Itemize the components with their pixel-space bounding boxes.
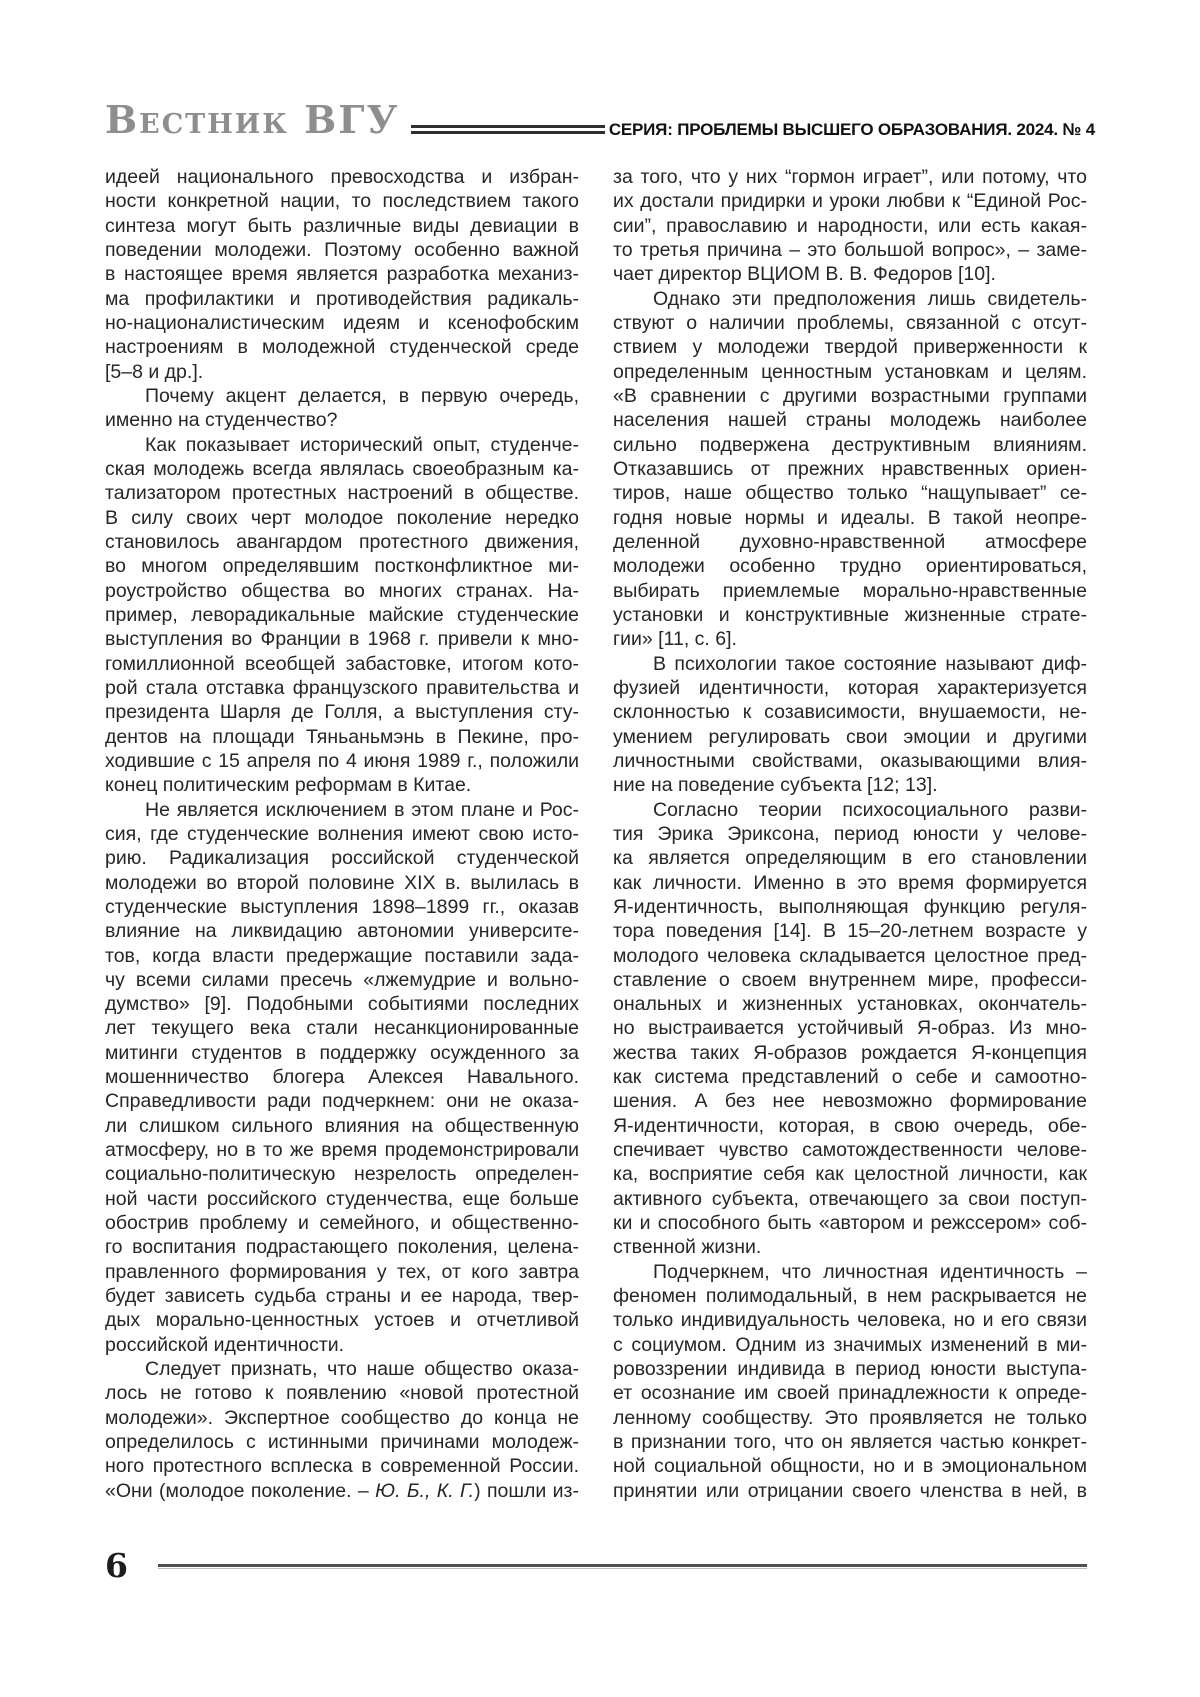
article-columns: [105, 165, 1087, 1503]
text-line: В психологии такое состояние называют диф-: [653, 652, 1087, 675]
text-line: выступления во Франции в 1968 г. привели к мно-: [105, 628, 579, 651]
footer-rule: [158, 1564, 1087, 1569]
text-line: молодежи во второй половине XIX в. вылилась в: [105, 871, 579, 894]
text-line: чает директор ВЦИОМ В. В. Федоров [10].: [613, 263, 996, 286]
text-line: умением регулировать свои эмоции и другими: [613, 725, 1087, 748]
text-line: фузией идентичности, которая характеризуется: [613, 676, 1087, 699]
text-line: будет зависеть судьба страны и ее народа, твер-: [105, 1285, 579, 1308]
text-line: тора поведения [14]. В 15–20-летнем возрасте у: [613, 920, 1087, 943]
text-line: в признании того, что он является частью конкрет-: [613, 1431, 1087, 1454]
text-line: думство» [9]. Подобными событиями последних: [105, 993, 579, 1016]
text-line: гии» [11, с. 6].: [613, 628, 737, 651]
text-line: рой стала отставка французского правительства и: [105, 676, 579, 699]
text-line: с социумом. Одним из значимых изменений в ми-: [613, 1333, 1087, 1356]
text-line: социально-политическую незрелость определен-: [105, 1163, 579, 1186]
text-line: атмосферу, но в то же время продемонстрировали: [105, 1139, 579, 1162]
text-line: становилось авангардом протестного движения,: [105, 530, 579, 553]
text-line: но-националистическим идеям и ксенофобским: [105, 311, 579, 334]
text-line: сия, где студенческие волнения имеют свою исто-: [105, 822, 579, 845]
text-line: конец политическим реформам в Китае.: [105, 774, 472, 797]
left-column: [105, 165, 579, 1503]
text-line: ной части российского студенчества, еще больше: [105, 1187, 579, 1210]
text-line: Не является исключением в этом плане и Рос-: [145, 798, 579, 821]
text-line: Следует признать, что наше общество оказа-: [145, 1358, 579, 1381]
text-line: ности конкретной нации, то последствием такого: [105, 190, 579, 213]
text-line: Однако эти предположения лишь свидетель-: [653, 287, 1087, 310]
text-line: [5–8 и др.].: [105, 360, 204, 383]
text-line: мошенничество блогера Алексея Навального.: [105, 1066, 579, 1089]
text-line: ходившие с 15 апреля по 4 июня 1989 г., положили: [105, 749, 579, 772]
text-line: ма профилактики и противодействия радикаль-: [105, 287, 579, 310]
text-line: ет осознание им своей принадлежности к опреде-: [613, 1382, 1087, 1405]
text-line: «В сравнении с другими возрастными группами: [613, 384, 1087, 407]
text-line: как система представлений о себе и самоотно-: [613, 1066, 1087, 1089]
text-line: рию. Радикализация российской студенческой: [105, 847, 579, 870]
text-line: ональных и жизненных установках, окончатель-: [613, 993, 1087, 1016]
text-line: ки и способного быть «автором и режссером» соб-: [613, 1212, 1087, 1235]
text-line: их достали придирки и уроки любви к “Единой Рос-: [613, 190, 1087, 213]
text-line: Подчеркнем, что личностная идентичность –: [653, 1260, 1087, 1283]
text-line: активного субъекта, отвечающего за свои поступ-: [613, 1187, 1087, 1210]
text-line: гомиллионной всеобщей забастовке, итогом кото-: [105, 652, 579, 675]
text-line: тализатором протестных настроений в обществе.: [105, 482, 579, 505]
text-line: чу всеми силами пресечь «лжемудрие и вольно-: [105, 968, 579, 991]
text-line: влияние на ликвидацию автономии университе-: [105, 920, 579, 943]
text-line: студенческие выступления 1898–1899 гг., оказав: [105, 895, 579, 918]
text-line: годня новые нормы и идеалы. В такой неопре-: [613, 506, 1087, 529]
text-line: определенным ценностным установкам и целям.: [613, 360, 1087, 383]
text-line: тия Эрика Эриксона, период юности у челове-: [613, 822, 1087, 845]
page-header: [105, 97, 1095, 142]
text-line: настроениям в молодежной студенческой среде: [105, 336, 579, 359]
text-line: тиров, наше общество только “нащупывает” се-: [613, 482, 1087, 505]
text-line: принятии или отрицании своего членства в ней, в: [613, 1479, 1087, 1502]
text-line: лось не готово к появлению «новой протестной: [105, 1382, 579, 1405]
text-line: поведении молодежи. Поэтому особенно важной: [105, 238, 579, 261]
text-line: за того, что у них “гормон играет”, или потому, что: [613, 166, 1087, 188]
text-line: молодого человека складывается целостное пред-: [613, 944, 1087, 967]
text-line: лет текущего века стали несанкционированные: [105, 1017, 579, 1040]
series-title: СЕРИЯ: ПРОБЛЕМЫ ВЫСШЕГО ОБРАЗОВАНИЯ. 2024. № 4: [608, 120, 1095, 139]
header-divider-rule: [411, 125, 605, 134]
text-line: Я-идентичности, которая, в свою очередь, обе-: [613, 1114, 1087, 1137]
text-line: идеей национального превосходства и избран-: [105, 166, 579, 188]
text-line: сильно подвержена деструктивным влияниям.: [613, 433, 1087, 456]
right-column: [613, 165, 1087, 1503]
text-line: ного протестного всплеска в современной России.: [105, 1455, 579, 1478]
text-line: сии”, православию и народности, или есть какая-: [613, 214, 1087, 237]
text-line: Отказавшись от прежних нравственных ориен-: [613, 457, 1087, 480]
text-line: личностными свойствами, оказывающими влия-: [613, 749, 1087, 772]
text-line: как личности. Именно в это время формируется: [613, 871, 1087, 894]
text-line: дых морально-ценностных устоев и отчетливой: [105, 1309, 579, 1332]
text-line: [105, 1479, 579, 1503]
text-line: ка является определяющим в его становлении: [613, 847, 1087, 870]
text-line: населения нашей страны молодежь наиболее: [613, 409, 1087, 432]
text-line: го воспитания подрастающего поколения, целена-: [105, 1236, 579, 1259]
text-line: В силу своих черт молодое поколение нередко: [105, 506, 579, 529]
text-line: ствием у молодежи твердой приверженности к: [613, 336, 1087, 359]
text-segment: Ю. Б., К. Г.: [375, 1479, 475, 1502]
text-line: ка, восприятие себя как целостной личности, как: [613, 1163, 1087, 1186]
text-line: Почему акцент делается, в первую очередь,: [145, 384, 579, 407]
text-line: склонностью к созависимости, внушаемости, не-: [613, 701, 1087, 724]
text-line: правленного формирования у тех, от кого завтра: [105, 1260, 579, 1283]
text-line: ская молодежь всегда являлась своеобразным ка-: [105, 457, 579, 480]
text-line: роустройство общества во многих странах. На-: [105, 579, 579, 602]
text-line: феномен полимодальный, в нем раскрывается не: [613, 1285, 1087, 1308]
text-line: российской идентичности.: [105, 1333, 345, 1356]
text-line: ственной жизни.: [613, 1236, 762, 1259]
text-line: определилось с истинными причинами молодеж-: [105, 1431, 579, 1454]
text-line: то третья причина – это большой вопрос», – заме-: [613, 238, 1087, 261]
text-line: ленному сообществу. Это проявляется не только: [613, 1406, 1087, 1429]
text-line: жества таких Я-образов рождается Я-концепция: [613, 1041, 1087, 1064]
text-line: Я-идентичность, выполняющая функцию регуля-: [613, 895, 1087, 918]
text-line: ствуют о наличии проблемы, связанной с отсут-: [613, 311, 1087, 334]
text-line: молодежи особенно трудно ориентироваться,: [613, 555, 1087, 578]
text-line: синтеза могут быть различные виды девиации в: [105, 214, 579, 237]
text-line: дентов на площади Тяньаньмэнь в Пекине, про-: [105, 725, 579, 748]
text-line: шения. А без нее невозможно формирование: [613, 1090, 1087, 1113]
text-line: молодежи». Экспертное сообщество до конца не: [105, 1406, 579, 1429]
text-line: установки и конструктивные жизненные страте-: [613, 603, 1087, 626]
page-footer: [105, 1548, 1087, 1584]
text-line: ли слишком сильного влияния на общественную: [105, 1114, 579, 1137]
text-line: президента Шарля де Голля, а выступления сту-: [105, 701, 579, 724]
text-line: ние на поведение субъекта [12; 13].: [613, 774, 938, 797]
text-line: в настоящее время является разработка механиз-: [105, 263, 579, 286]
text-line: но выстраивается устойчивый Я-образ. Из мно-: [613, 1017, 1087, 1040]
text-line: во многом определявшим постконфликтное ми-: [105, 555, 579, 578]
text-line: Согласно теории психосоциального разви-: [653, 798, 1087, 821]
text-line: Справедливости ради подчеркнем: они не оказа-: [105, 1090, 579, 1113]
text-line: Как показывает исторический опыт, студенче-: [145, 433, 579, 456]
text-line: именно на студенчество?: [105, 409, 338, 432]
text-line: митинги студентов в поддержку осужденного за: [105, 1041, 579, 1064]
text-line: спечивает чувство самотождественности челове-: [613, 1139, 1087, 1162]
text-line: ставление о своем внутреннем мире, професси-: [613, 968, 1087, 991]
text-line: деленной духовно-нравственной атмосфере: [613, 530, 1087, 553]
text-segment: ) пошли из-: [474, 1479, 579, 1502]
text-line: обострив проблему и семейного, и общественно-: [105, 1212, 579, 1235]
text-line: ровоззрении индивида в период юности выступа-: [613, 1358, 1087, 1381]
text-line: тов, когда власти предержащие поставили зада-: [105, 944, 579, 967]
text-segment: «Они (молодое поколение. –: [105, 1479, 376, 1502]
text-line: ной социальной общности, но и в эмоциональном: [613, 1455, 1087, 1478]
journal-logo: Вестник ВГУ: [105, 97, 400, 142]
page-number: 6: [105, 1546, 128, 1585]
text-line: пример, леворадикальные майские студенческие: [105, 603, 579, 626]
text-line: выбирать приемлемые морально-нравственные: [613, 579, 1087, 602]
text-line: только индивидуальность человека, но и его связи: [613, 1309, 1087, 1332]
